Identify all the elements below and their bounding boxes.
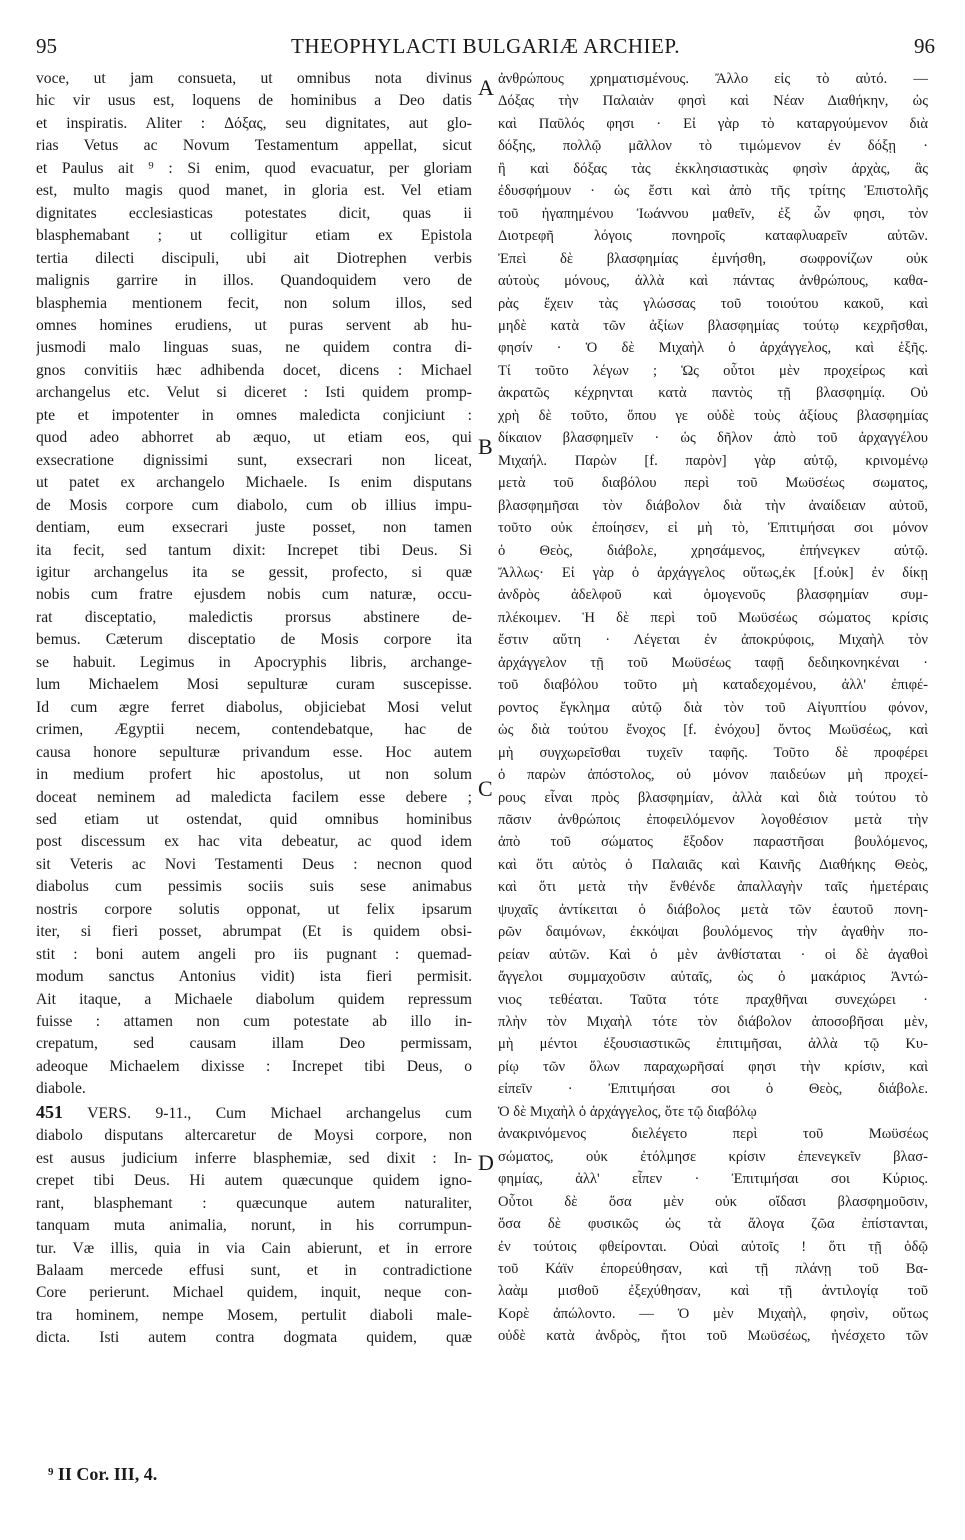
text-line — [36, 495, 472, 517]
text-line — [36, 1101, 472, 1125]
text-line — [36, 382, 472, 404]
line-text: πλὴν τὸν Μιχαὴλ τότε τὸν διάβολον ἀποσοβῆσαι μὲν, — [498, 1014, 928, 1031]
line-text: crepatum, sed causam illam Deo permissam, — [36, 1035, 472, 1053]
line-text: ρὰς ἔχειν τὰς γλώσσας τοῦ τοιούτου κακοῦ, καὶ — [498, 295, 928, 312]
text-line — [36, 517, 472, 539]
text-line — [36, 629, 472, 651]
text-line — [498, 68, 928, 90]
line-text: et Paulus ait ⁹ : Si enim, quod evacuatur, per gloriam — [36, 159, 472, 177]
line-text: blasphemia mentionem fecit, non solum illos, sed — [36, 294, 472, 312]
margin-letter-c: C — [478, 776, 493, 801]
line-text: καὶ ὅτι μετὰ τὴν ἔνθένδε ἀπαλλαγὴν ταῖς ἡμετέραις — [498, 879, 928, 896]
text-line — [498, 787, 928, 809]
text-line — [36, 427, 472, 449]
page-number-left: 95 — [36, 34, 57, 58]
line-text: dignitates ecclesiasticas potestates dicit, quas ii — [36, 204, 472, 222]
running-title: THEOPHYLACTI BULGARIÆ ARCHIEP. — [291, 34, 680, 58]
greek-column — [498, 68, 928, 1468]
line-text: Διοτρεφῆ λόγοις πονηροῖς καταφλυαρεῖν αὐτῶν. — [498, 228, 928, 245]
text-line — [36, 944, 472, 966]
text-line — [498, 1033, 928, 1055]
text-line — [498, 1123, 928, 1145]
text-line — [36, 899, 472, 921]
line-text: μὴ μέντοι ἐξουσιαστικῶς ἐπιτιμῆσαι, ἀλλὰ τῷ Κυ- — [498, 1036, 928, 1053]
line-text: iter, si fieri posset, abrumpat (Et is quidem obsi- — [36, 923, 472, 941]
line-text: archangelus etc. Velut si diceret : Isti quidem promp- — [36, 384, 472, 402]
line-text: ἐδυσφήμουν · ὡς ἔστι καὶ ἀπὸ τῆς τρίτης Ἐπιστολῆς — [498, 183, 928, 200]
line-text: Ὁ δὲ Μιχαὴλ ὁ ἀρχάγγελος, ὅτε τῷ διαβόλῳ — [498, 1103, 757, 1120]
text-line — [36, 854, 472, 876]
line-text: diabolus cum pessimis sociis suis sese animabus — [36, 878, 472, 896]
line-text: bemus. Cæterum disceptatio de Mosis corpore ita — [36, 631, 472, 649]
text-line — [36, 1260, 472, 1282]
text-line — [498, 427, 928, 449]
text-line — [498, 831, 928, 853]
text-line — [498, 1325, 928, 1347]
text-line — [36, 405, 472, 427]
text-line — [498, 158, 928, 180]
margin-letter-d: D — [478, 1150, 494, 1175]
line-text: voce, ut jam consueta, ut omnibus nota divinus — [36, 70, 472, 87]
line-text: dicta. Isti autem contra dogmata quidem, quæ — [36, 1329, 472, 1347]
text-line — [36, 1011, 472, 1033]
text-line — [498, 1146, 928, 1168]
text-line — [36, 764, 472, 786]
text-line — [498, 809, 928, 831]
text-line — [36, 652, 472, 674]
text-line — [498, 472, 928, 494]
line-text: Κορὲ ἀπώλοντο. — Ὁ μὲν Μιχαὴλ, φησὶν, οὔτως — [498, 1305, 928, 1322]
text-line — [36, 158, 472, 180]
text-line — [498, 921, 928, 943]
text-line — [498, 1011, 928, 1033]
text-line — [498, 764, 928, 786]
text-line — [36, 315, 472, 337]
text-line — [498, 697, 928, 719]
line-text: fuisse : attamen non cum potestate ab illo in- — [36, 1013, 472, 1031]
line-text: crepet tibi Deus. Hi autem quæcunque quidem igno- — [36, 1172, 472, 1190]
text-line — [498, 584, 928, 606]
text-line — [498, 899, 928, 921]
line-text: est, multo magis quod manet, in gloria est. Vel etiam — [36, 182, 472, 200]
text-line — [498, 203, 928, 225]
text-line — [498, 315, 928, 337]
text-line — [36, 270, 472, 292]
line-text: tur. Væ illis, quia in via Cain abierunt, et in errore — [36, 1239, 472, 1257]
text-line — [36, 472, 472, 494]
line-text: se habuit. Legimus in Apocryphis libris, archange- — [36, 653, 472, 671]
line-text: omnes homines erudiens, ut puras servent ab hu- — [36, 316, 472, 334]
line-text: ὁ παρὼν ἀπόστολος, οὐ μόνον παιδεύων μὴ προχεί- — [498, 767, 928, 784]
line-text: σώματος, οὐκ ἐτόλμησε κρίσιν ἐπενεγκεῖν βλασ- — [498, 1148, 928, 1165]
text-line — [498, 876, 928, 898]
text-line — [498, 1168, 928, 1190]
line-text: stit : boni autem angeli pro iis pugnant : quemad- — [36, 945, 472, 963]
line-text: blasphemabant ; ut colligitur etiam ex Epistola — [36, 227, 472, 245]
text-line — [36, 1125, 472, 1147]
line-text: Μιχαήλ. Παρὼν [f. παρὸν] γὰρ αὐτῷ, κρινομένῳ — [498, 452, 928, 469]
line-text: καὶ ὅτι αὐτὸς ὁ Παλαιᾶς καὶ Καινῆς Διαθήκης Θεὸς, — [498, 856, 928, 873]
line-text: sit Veteris ac Novi Testamenti Deus : necnon quod — [36, 855, 472, 873]
text-line — [36, 1215, 472, 1237]
text-line — [36, 697, 472, 719]
line-text: diabole. — [36, 1080, 86, 1098]
line-text: ita fecit, sed tantum dixit: Increpet tibi Deus. Si — [36, 541, 472, 559]
line-text: καὶ Παῦλός φησι · Εἰ γὰρ τὸ καταργούμενον διὰ — [498, 115, 928, 132]
line-text: μὴ συγχωρεῖσθαι τυχεῖν ταφῆς. Τοῦτο δὲ προφέρει — [498, 744, 928, 761]
line-text: rant, blasphemant : quæcunque autem naturaliter, — [36, 1194, 472, 1212]
line-text: δίκαιον βλασφημεῖν · ὡς δῆλον ἀπὸ τοῦ ἀρχαγγέλου — [498, 430, 928, 447]
text-line — [36, 337, 472, 359]
text-line — [498, 562, 928, 584]
line-text: ρους εἶναι πρὸς βλασφημίαν, ἀλλὰ καὶ διὰ τούτου τὸ — [498, 789, 928, 806]
text-line — [36, 360, 472, 382]
text-line — [36, 450, 472, 472]
text-line — [498, 966, 928, 988]
text-line — [498, 1236, 928, 1258]
text-line — [498, 540, 928, 562]
line-text: ἀπὸ τοῦ σώματος ἔξοδον παραστῆσαι βουλόμενος, — [498, 834, 928, 851]
text-line — [498, 337, 928, 359]
line-text: de Mosis corpore cum diabolo, cum ob illius impu- — [36, 496, 472, 514]
text-line — [498, 270, 928, 292]
line-text: Balaam mercede effusi sunt, et in contradictione — [36, 1262, 472, 1280]
text-line — [36, 180, 472, 202]
text-line — [36, 540, 472, 562]
section-number: 451 — [36, 1101, 63, 1122]
line-text: tanquam muta animalia, norunt, in his corrumpun- — [36, 1217, 472, 1235]
text-line — [36, 1238, 472, 1260]
line-text: ἀνακρινόμενος διελέγετο περὶ τοῦ Μωϋσέως — [498, 1126, 928, 1143]
text-line — [498, 495, 928, 517]
line-text: rias Vetus ac Novum Testamentum appellat, sicut — [36, 137, 472, 155]
line-text: Ἄλλως· Εἰ γὰρ ὁ ἀρχάγγελος οὕτως,ἐκ [f.οὐκ] ἐν δίκῃ — [498, 564, 928, 581]
line-text: sed etiam ut ostendat, quid omnibus hominibus — [36, 810, 472, 828]
text-line — [36, 674, 472, 696]
line-text: τοῦ διαβόλου τοῦτο μὴ καταδεχομένου, ἀλλ' ἐπιφέ- — [498, 677, 928, 694]
text-line — [36, 831, 472, 853]
line-text: ἢ καὶ δόξας τὰς ἐκκλησιαστικὰς φησὶν ἀρχὰς, ἃς — [498, 160, 928, 177]
text-line — [498, 1280, 928, 1302]
line-text: ἄγγελοι συμμαχοῦσιν αὐταῖς, ὡς ὁ μακάριος Ἀντώ- — [498, 969, 928, 986]
line-text: λαὰμ μισθοῦ ἐξεχύθησαν, καὶ τῇ ἀντιλογίᾳ τοῦ — [498, 1283, 928, 1300]
line-text: exsecratione dignissimi sunt, exsecrari non liceat, — [36, 451, 472, 469]
text-line — [498, 1078, 928, 1100]
line-text: diabolo disputans altercaretur de Moysi corpore, non — [36, 1127, 472, 1145]
text-line — [498, 113, 928, 135]
line-text: εἰπεῖν · Ἐπιτιμήσαι σοι ὁ Θεὸς, διάβολε. — [498, 1081, 928, 1098]
line-text: πλέκοιμεν. Ἡ δὲ περὶ τοῦ Μωϋσέως σώματος κρίσις — [498, 609, 928, 626]
line-text: Id cum ægre ferret diabolus, objiciebat Mosi velut — [36, 698, 472, 716]
text-line — [36, 809, 472, 831]
line-text: VERS. 9-11., Cum Michael archangelus cum — [87, 1104, 472, 1122]
text-line — [498, 450, 928, 472]
line-text: Οὗτοι δὲ ὅσα μὲν οὐκ οἴδασι βλασφημοῦσιν, — [498, 1193, 928, 1210]
line-text: rat disceptatio, maledictis prorsus abstinere de- — [36, 608, 472, 626]
line-text: gnos convitiis hæc adhibenda docet, dicens : Michael — [36, 361, 472, 379]
text-line — [498, 1258, 928, 1280]
line-text: τοῦτο οὐκ ἐποίησεν, εἰ μὴ τὸ, Ἐπιτιμήσαι σοι μόνον — [498, 520, 928, 537]
line-text: quod adeo abhorret ab æquo, ut etiam eos, qui — [36, 429, 472, 447]
text-line — [498, 90, 928, 112]
line-text: doceat neminem ad maledicta facilem esse debere ; — [36, 788, 472, 806]
text-line — [498, 382, 928, 404]
line-text: Δόξας τὴν Παλαιὰν φησὶ καὶ Νέαν Διαθήκην, ὡς — [498, 93, 928, 110]
text-line — [36, 1305, 472, 1327]
text-line — [36, 113, 472, 135]
line-text: οὐδὲ κατὰ ἀνδρὸς, ἤτοι τοῦ Μωϋσέως, ἠνέσχετο τῶν — [498, 1328, 928, 1345]
line-text: jusmodi malo linguas suas, ne quidem contra di- — [36, 339, 472, 357]
text-line — [36, 584, 472, 606]
text-line — [498, 944, 928, 966]
line-text: βλασφημῆσαι τὸν διάβολον διὰ τὴν ἀναίδειαν αὐτοῦ, — [498, 497, 928, 514]
line-text: malignis garrire in illos. Quandoquidem vero de — [36, 272, 472, 290]
text-line — [498, 989, 928, 1011]
line-text: φησίν · Ὁ δὲ Μιχαὴλ ὁ ἀρχάγγελος, καὶ ἑξῆς. — [498, 340, 928, 357]
text-line — [498, 225, 928, 247]
line-text: ἀνθρώπους χρηματισμένους. Ἄλλο εἰς τὸ αὐτό. — — [498, 71, 928, 87]
text-line — [36, 203, 472, 225]
text-line — [36, 607, 472, 629]
text-line — [498, 293, 928, 315]
text-line — [36, 225, 472, 247]
line-text: χρὴ δὲ τοῦτο, ὅπου γε οὐδὲ τοὺς ἀξίους βλασφημίας — [498, 407, 928, 424]
line-text: ρείαν αὐτῶν. Καὶ ὁ μὲν ἀνθίσταται · οἱ δὲ ἀγαθοὶ — [498, 946, 928, 963]
line-text: τοῦ ἠγαπημένου Ἰωάννου μαθεῖν, ἐξ ὧν φησι, τὸν — [498, 205, 928, 222]
text-line — [498, 1191, 928, 1213]
line-text: est ausus judicium inferre blasphemiæ, sed dixit : In- — [36, 1149, 472, 1167]
line-text: μηδὲ κατὰ τῶν ἀξίων βλασφημίας τούτῳ κεχρῆσθαι, — [498, 317, 928, 334]
line-text: ψυχαῖς ἀντίκειται ὁ διάβολος μετὰ τῶν ἑαυτοῦ πονη- — [498, 901, 928, 918]
line-text: post discessum ex hac vita debeatur, ac quod idem — [36, 833, 472, 851]
line-text: crimen, Ægyptii necem, contendebatque, hac de — [36, 721, 472, 739]
text-line — [36, 1148, 472, 1170]
line-text: νιος τεθέαται. Ταῦτα τότε πραχθῆναι συνεχώρει · — [498, 991, 928, 1008]
latin-column — [36, 68, 472, 1468]
text-line — [498, 1056, 928, 1078]
text-line — [498, 674, 928, 696]
text-line — [36, 1078, 472, 1100]
line-text: ἔστιν αὕτη · Λέγεται ἐν ἀποκρύφοις, Μιχαὴλ τὸν — [498, 632, 928, 649]
text-line — [36, 966, 472, 988]
line-text: ὡς διὰ τούτου ἔνοχος [f. ἐνόχου] ὄντος Μωϋσέως, καὶ — [498, 722, 928, 739]
text-line — [36, 742, 472, 764]
line-text: et inspiratis. Aliter : Δόξας, seu dignitates, aut glo- — [36, 114, 472, 132]
line-text: in medium profert hic apostolus, ut non solum — [36, 766, 472, 784]
text-line — [36, 1170, 472, 1192]
line-text: ρῶν δαιμόνων, ἐκκόψαι βουλόμενος τὴν ἀγαθὴν πο- — [498, 924, 928, 941]
text-line — [498, 652, 928, 674]
line-text: hic vir usus est, loquens de hominibus a Deo datis — [36, 92, 472, 110]
line-text: causa honore sepulturæ privandum esse. Hoc autem — [36, 743, 472, 761]
text-line — [498, 1101, 928, 1123]
line-text: nobis cum fratre ejusdem nobis cum naturæ, occu- — [36, 586, 472, 604]
line-text: αὐτοὺς μόνους, ἀλλὰ καὶ πάντας ἀνθρώπους, καθα- — [498, 273, 928, 290]
line-text: ἀκρατῶς κέχρηνται κατὰ παντὸς τῇ βλασφημίᾳ. Οὐ — [498, 385, 928, 402]
page-header — [36, 34, 935, 64]
text-line — [498, 854, 928, 876]
text-line — [36, 719, 472, 741]
text-line — [498, 1213, 928, 1235]
line-text: Ait itaque, a Michaele diabolum quidem repressum — [36, 990, 472, 1008]
text-line — [36, 1056, 472, 1078]
text-line — [36, 876, 472, 898]
margin-letter-a: A — [478, 75, 494, 100]
line-text: ὁ Θεὸς, διάβολε, χρησάμενος, ἐπήνεγκεν αὐτῷ. — [498, 542, 928, 559]
line-text: Τί τοῦτο λέγων ; Ὡς οὗτοι μὲν προχείρως καὶ — [498, 362, 928, 379]
text-line — [498, 719, 928, 741]
line-text: tertia dilecti discipuli, ubi ait Diotrephen verbis — [36, 249, 472, 267]
line-text: Core perierunt. Michael quidem, inquit, neque con- — [36, 1284, 472, 1302]
line-text: nostris corpore solutis opponat, ut felix ipsarum — [36, 900, 472, 918]
text-line — [36, 1282, 472, 1304]
text-line — [498, 180, 928, 202]
line-text: adeoque Michaelem dixisse : Increpet tibi Deus, o — [36, 1057, 472, 1075]
line-text: igitur archangelus ita se gessit, profecto, si quæ — [36, 563, 472, 581]
text-line — [36, 787, 472, 809]
line-text: tra hominem, nempe Mosem, pertulit diaboli male- — [36, 1306, 472, 1324]
line-text: ἐν τούτοις φθείρονται. Οὐαὶ αὐτοῖς ! ὅτι τῇ ὁδῷ — [498, 1238, 928, 1255]
line-text: δόξης, πολλῷ μᾶλλον τὸ τιμώμενον ἐν δόξῃ · — [498, 138, 928, 155]
text-line — [498, 405, 928, 427]
text-line — [498, 629, 928, 651]
line-text: μετὰ τοῦ διαβόλου περὶ τοῦ Μωϋσέως σωματος, — [498, 475, 928, 492]
margin-letter-b: B — [478, 434, 493, 459]
text-line — [36, 248, 472, 270]
text-line — [498, 607, 928, 629]
text-line — [36, 562, 472, 584]
line-text: ἀρχάγγελον τῇ τοῦ Μωϋσέως ταφῇ δεδιηκονηκέναι · — [498, 654, 928, 671]
text-line — [498, 517, 928, 539]
text-line — [36, 989, 472, 1011]
text-line — [36, 1033, 472, 1055]
line-text: lum Michaelem Mosi sepulturæ curam suscepisse. — [36, 676, 472, 694]
text-line — [498, 1303, 928, 1325]
line-text: pte et impotenter in omnes maledicta conjiciunt : — [36, 406, 472, 424]
text-line — [36, 1193, 472, 1215]
line-text: ρίῳ τῶν ὅλων παραχωρῆσαί φησι τὴν κρίσιν, καὶ — [498, 1058, 928, 1075]
text-line — [36, 921, 472, 943]
text-line — [36, 135, 472, 157]
text-line — [36, 90, 472, 112]
line-text: τοῦ Κάϊν ἐπορεύθησαν, καὶ τῇ πλάνῃ τοῦ Βα- — [498, 1261, 928, 1278]
line-text: dentiam, eum exsecrari juste posset, non tamen — [36, 519, 472, 537]
line-text: φημίας, ἀλλ' εἶπεν · Ἐπιτιμήσαι σοι Κύριος. — [498, 1171, 928, 1188]
text-line — [36, 293, 472, 315]
line-text: πᾶσιν ἀνθρώποις ἐποφειλόμενον λογοθέσιον μετὰ τὴν — [498, 811, 928, 828]
footnote: ⁹ II Cor. III, 4. — [48, 1464, 158, 1484]
line-text: modum sanctus Antonius vidit) ista fieri permisit. — [36, 968, 472, 986]
line-text: ut patet ex archangelo Michaele. Is enim disputans — [36, 474, 472, 492]
page-number-right: 96 — [914, 34, 935, 58]
text-line — [498, 135, 928, 157]
text-line — [498, 248, 928, 270]
text-line — [36, 1327, 472, 1349]
line-text: ὅσα δὲ φυσικῶς ὡς τὰ ἄλογα ζῶα ἐπίστανται, — [498, 1216, 928, 1233]
text-line — [498, 360, 928, 382]
line-text: ἀνδρὸς ἀδελφοῦ καὶ ὁμογενοῦς βλασφημίαν συμ- — [498, 587, 928, 604]
line-text: ροντος ἔγκλημα αὐτῷ διὰ τὸν τοῦ Αἰγυπτίου φόνον, — [498, 699, 928, 716]
text-line — [498, 742, 928, 764]
line-text: Ἐπεὶ δὲ βλασφημίας ἐμνήσθη, σωφρονίζων οὐκ — [498, 250, 928, 267]
text-line — [36, 68, 472, 90]
